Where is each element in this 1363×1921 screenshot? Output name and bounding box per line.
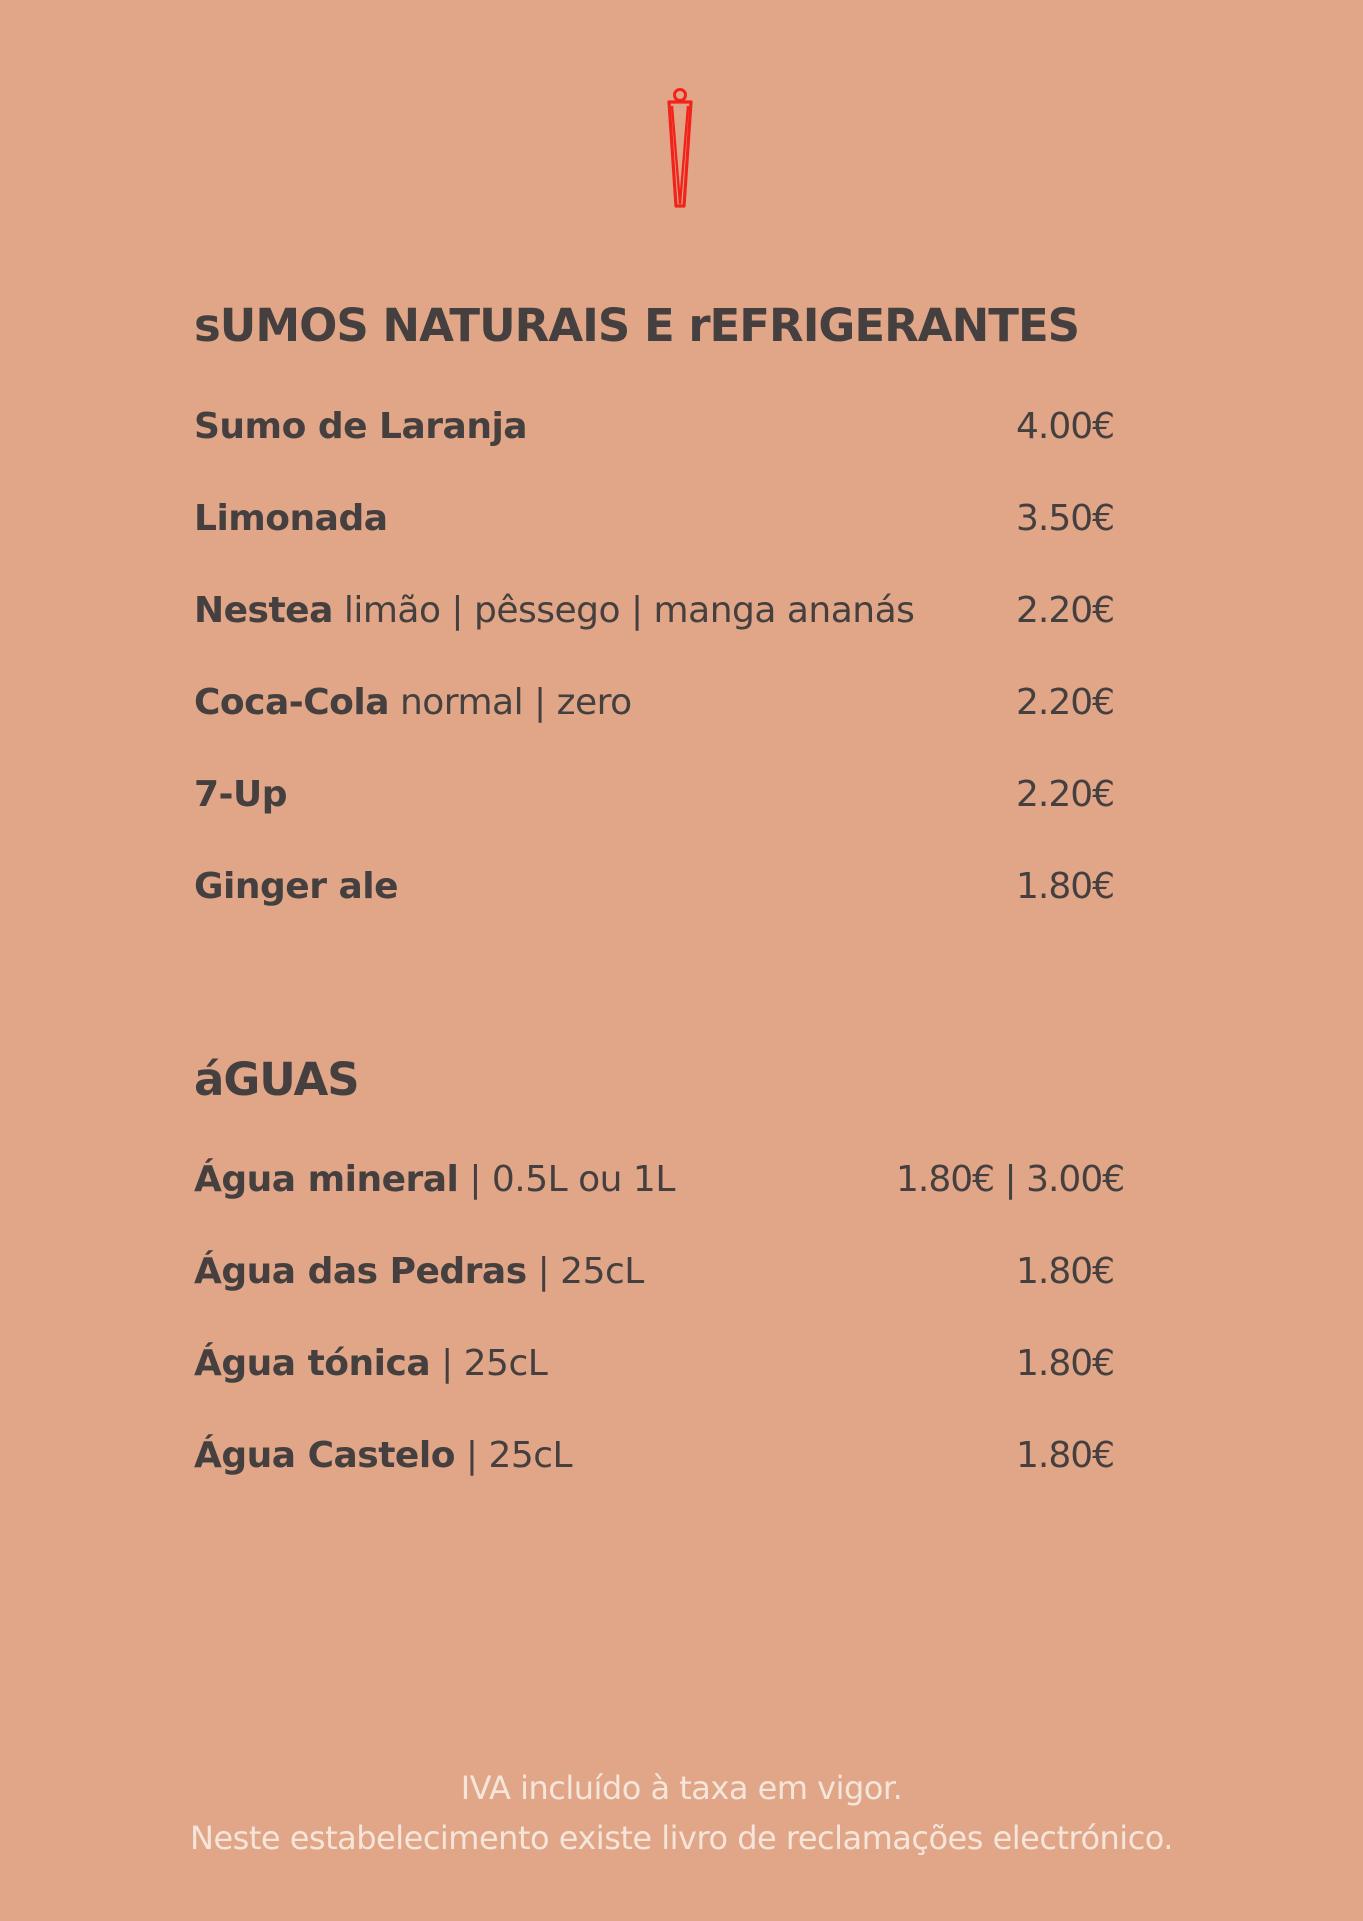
item-name: Água das Pedras bbox=[194, 1251, 527, 1292]
item-name: Coca-Cola bbox=[194, 682, 390, 723]
item-price: 2.20€ bbox=[1016, 590, 1115, 631]
straw-logo-icon bbox=[666, 86, 694, 210]
menu-item bbox=[194, 678, 1115, 728]
item-price: 1.80€ bbox=[1016, 1435, 1115, 1476]
item-price: 1.80€ bbox=[1016, 1251, 1115, 1292]
menu-item bbox=[194, 862, 1115, 912]
item-name: Ginger ale bbox=[194, 866, 399, 907]
menu-item bbox=[194, 1247, 1115, 1297]
menu-item bbox=[194, 586, 1115, 636]
item-description: | 25cL bbox=[454, 1435, 573, 1476]
item-name: Água tónica bbox=[194, 1343, 431, 1384]
item-description: normal | zero bbox=[389, 682, 632, 723]
item-price: 2.20€ bbox=[1016, 774, 1115, 815]
item-price: 2.20€ bbox=[1016, 682, 1115, 723]
section-title-juices: sUMOS NATURAIS E rEFRIGERANTES bbox=[194, 299, 1080, 352]
item-name: Nestea bbox=[194, 590, 333, 631]
menu-item bbox=[194, 1339, 1115, 1389]
footer-vat-note: IVA incluído à taxa em vigor. bbox=[460, 1769, 903, 1807]
item-name: Limonada bbox=[194, 498, 388, 539]
item-description: limão | pêssego | manga ananás bbox=[332, 590, 915, 631]
item-price: 3.50€ bbox=[1016, 498, 1115, 539]
item-price: 1.80€ bbox=[1016, 1343, 1115, 1384]
footer-complaints-note: Neste estabelecimento existe livro de reclamações electrónico. bbox=[190, 1819, 1173, 1857]
item-price: 4.00€ bbox=[1016, 406, 1115, 447]
item-description: | 25cL bbox=[430, 1343, 548, 1384]
menu-item bbox=[194, 1155, 1125, 1205]
item-price: 1.80€ bbox=[1016, 866, 1115, 907]
item-price: 1.80€ | 3.00€ bbox=[896, 1159, 1125, 1200]
menu-item bbox=[194, 1431, 1115, 1481]
section-title-waters: áGUAS bbox=[194, 1053, 359, 1106]
item-name: Água mineral bbox=[194, 1159, 459, 1200]
item-name: 7-Up bbox=[194, 774, 287, 815]
menu-item bbox=[194, 770, 1115, 820]
menu-item bbox=[194, 494, 1115, 544]
menu-item bbox=[194, 402, 1115, 452]
item-name: Água Castelo bbox=[194, 1435, 455, 1476]
item-name: Sumo de Laranja bbox=[194, 406, 528, 447]
item-description: | 0.5L ou 1L bbox=[458, 1159, 675, 1200]
item-description: | 25cL bbox=[526, 1251, 644, 1292]
